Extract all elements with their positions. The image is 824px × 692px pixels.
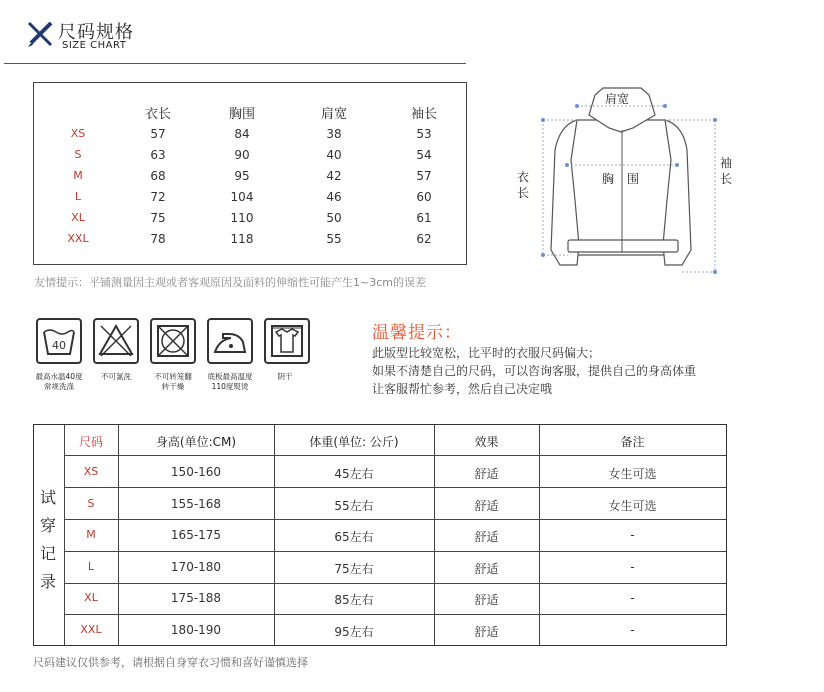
fit-cell-height: 155-168 (170, 496, 222, 511)
label-chest-2: 围 (627, 172, 640, 186)
fit-cell-height: 180-190 (170, 622, 222, 637)
size-label: L (74, 190, 82, 203)
fit-size-label: XXL (80, 622, 102, 636)
label-length-1: 衣 (517, 170, 530, 184)
side-label-1: 试 (40, 488, 57, 507)
fit-cell-note: - (630, 559, 635, 574)
size-cell: 57 (416, 169, 432, 183)
fit-cell-effect: 舒适 (474, 593, 499, 607)
fit-cell-weight: 55左右 (334, 498, 374, 513)
size-cell: 110 (230, 211, 254, 225)
fit-cell-weight: 95左右 (334, 624, 374, 639)
fit-header-height: 身高(单位:CM) (155, 435, 237, 449)
size-cell: 50 (326, 211, 342, 225)
size-cell: 46 (326, 190, 342, 204)
size-cell: 104 (230, 190, 254, 204)
fitting-record-table (33, 424, 727, 646)
care-label-shade: 阴干 (277, 372, 293, 381)
col-header-chest: 胸围 (228, 107, 255, 122)
size-label: XS (70, 127, 86, 140)
fit-header-weight: 体重(单位: 公斤) (309, 435, 399, 449)
ruler-pencil-icon (26, 20, 54, 48)
label-sleeve-1: 袖 (720, 156, 733, 170)
side-label-2: 穿 (40, 516, 57, 535)
fit-cell-effect: 舒适 (474, 467, 499, 481)
side-label-3: 记 (40, 544, 57, 563)
fit-cell-effect: 舒适 (474, 530, 499, 544)
col-header-length: 衣长 (144, 107, 171, 122)
fit-cell-note: - (630, 528, 635, 542)
fit-header-size: 尺码 (78, 435, 103, 449)
care-label-tumble: 不可转笼翻 转干燥 (154, 372, 192, 391)
care-label-iron: 底板最高温度 110度熨烫 (207, 372, 253, 391)
size-cell: 75 (150, 211, 166, 225)
warm-tip-title: 温馨提示： (372, 323, 462, 343)
size-cell: 78 (150, 232, 166, 246)
fit-cell-weight: 45左右 (334, 467, 374, 481)
page-subtitle: SIZE CHART (62, 40, 127, 51)
warm-tip-line-1: 此版型比较宽松，比平时的衣服尺码偏大； (372, 346, 601, 360)
care-label-wash: 最高水温40度 常规洗涤 (35, 372, 83, 391)
size-cell: 53 (416, 127, 432, 141)
header-divider (4, 63, 466, 64)
size-cell: 42 (326, 169, 342, 183)
fit-cell-height: 170-180 (170, 559, 222, 574)
size-label: S (74, 148, 82, 161)
size-cell: 63 (150, 148, 166, 162)
side-label-4: 录 (40, 572, 57, 591)
fit-cell-height: 150-160 (170, 465, 222, 479)
size-cell: 90 (234, 148, 250, 162)
label-length-2: 长 (517, 186, 530, 200)
size-cell: 84 (234, 127, 250, 141)
fit-cell-effect: 舒适 (474, 561, 499, 576)
size-cell: 61 (416, 211, 432, 225)
fit-size-label: XL (84, 591, 98, 604)
size-cell: 60 (416, 190, 432, 204)
care-label-bleach: 不可氯洗 (101, 372, 131, 381)
fit-cell-note: - (630, 591, 635, 605)
fit-size-label: XS (83, 465, 99, 478)
size-cell: 54 (416, 148, 432, 162)
fit-cell-note: 女生可选 (608, 467, 657, 481)
size-cell: 72 (150, 190, 166, 204)
label-chest-1: 胸 (602, 172, 615, 186)
warm-tip-line-2: 如果不清楚自己的尺码，可以咨询客服，提供自己的身高体重 (372, 364, 697, 378)
size-label: XXL (67, 232, 89, 245)
fit-size-label: M (86, 528, 96, 541)
size-cell: 40 (326, 148, 342, 162)
shade-dry-icon (264, 318, 310, 364)
size-cell: 118 (230, 232, 254, 246)
fit-cell-effect: 舒适 (474, 498, 499, 513)
col-header-shoulder: 肩宽 (320, 107, 347, 122)
iron-110-icon (207, 318, 253, 364)
no-tumble-dry-icon (150, 318, 196, 364)
fit-cell-height: 175-188 (170, 591, 222, 605)
size-advice-tip: 尺码建议仅供参考，请根据自身穿衣习惯和喜好谨慎选择 (33, 656, 308, 669)
col-header-sleeve: 袖长 (410, 107, 437, 122)
size-label: XL (71, 211, 85, 224)
size-label: M (73, 169, 83, 182)
size-cell: 38 (326, 127, 342, 141)
size-cell: 62 (416, 232, 432, 246)
wash-40-icon (36, 318, 82, 364)
fit-cell-height: 165-175 (170, 528, 222, 542)
fit-cell-weight: 75左右 (334, 561, 374, 576)
label-sleeve-2: 长 (720, 172, 733, 186)
measurement-tip: 友情提示：平铺测量因主观或者客观原因及面料的伸缩性可能产生1~3cm的误差 (34, 276, 426, 289)
warm-tip-line-3: 让客服帮忙参考，然后自己决定哦 (372, 382, 553, 396)
size-cell: 55 (326, 232, 342, 246)
fit-cell-effect: 舒适 (474, 624, 499, 639)
fit-header-effect: 效果 (474, 435, 499, 449)
fit-cell-note: 女生可选 (608, 498, 657, 513)
fit-size-label: S (87, 496, 95, 510)
fit-cell-note: - (630, 622, 635, 637)
no-bleach-icon (93, 318, 139, 364)
fit-header-note: 备注 (620, 435, 645, 449)
size-chart-table (33, 82, 467, 265)
size-cell: 95 (234, 169, 250, 183)
fit-cell-weight: 85左右 (334, 593, 374, 607)
size-cell: 57 (150, 127, 166, 141)
page-title: 尺码规格 (58, 22, 134, 43)
fit-cell-weight: 65左右 (334, 530, 374, 544)
wash-temp-text: 40 (52, 339, 66, 352)
label-shoulder: 肩宽 (605, 92, 630, 106)
jacket-diagram (505, 80, 755, 280)
fit-size-label: L (87, 559, 95, 573)
size-cell: 68 (150, 169, 166, 183)
